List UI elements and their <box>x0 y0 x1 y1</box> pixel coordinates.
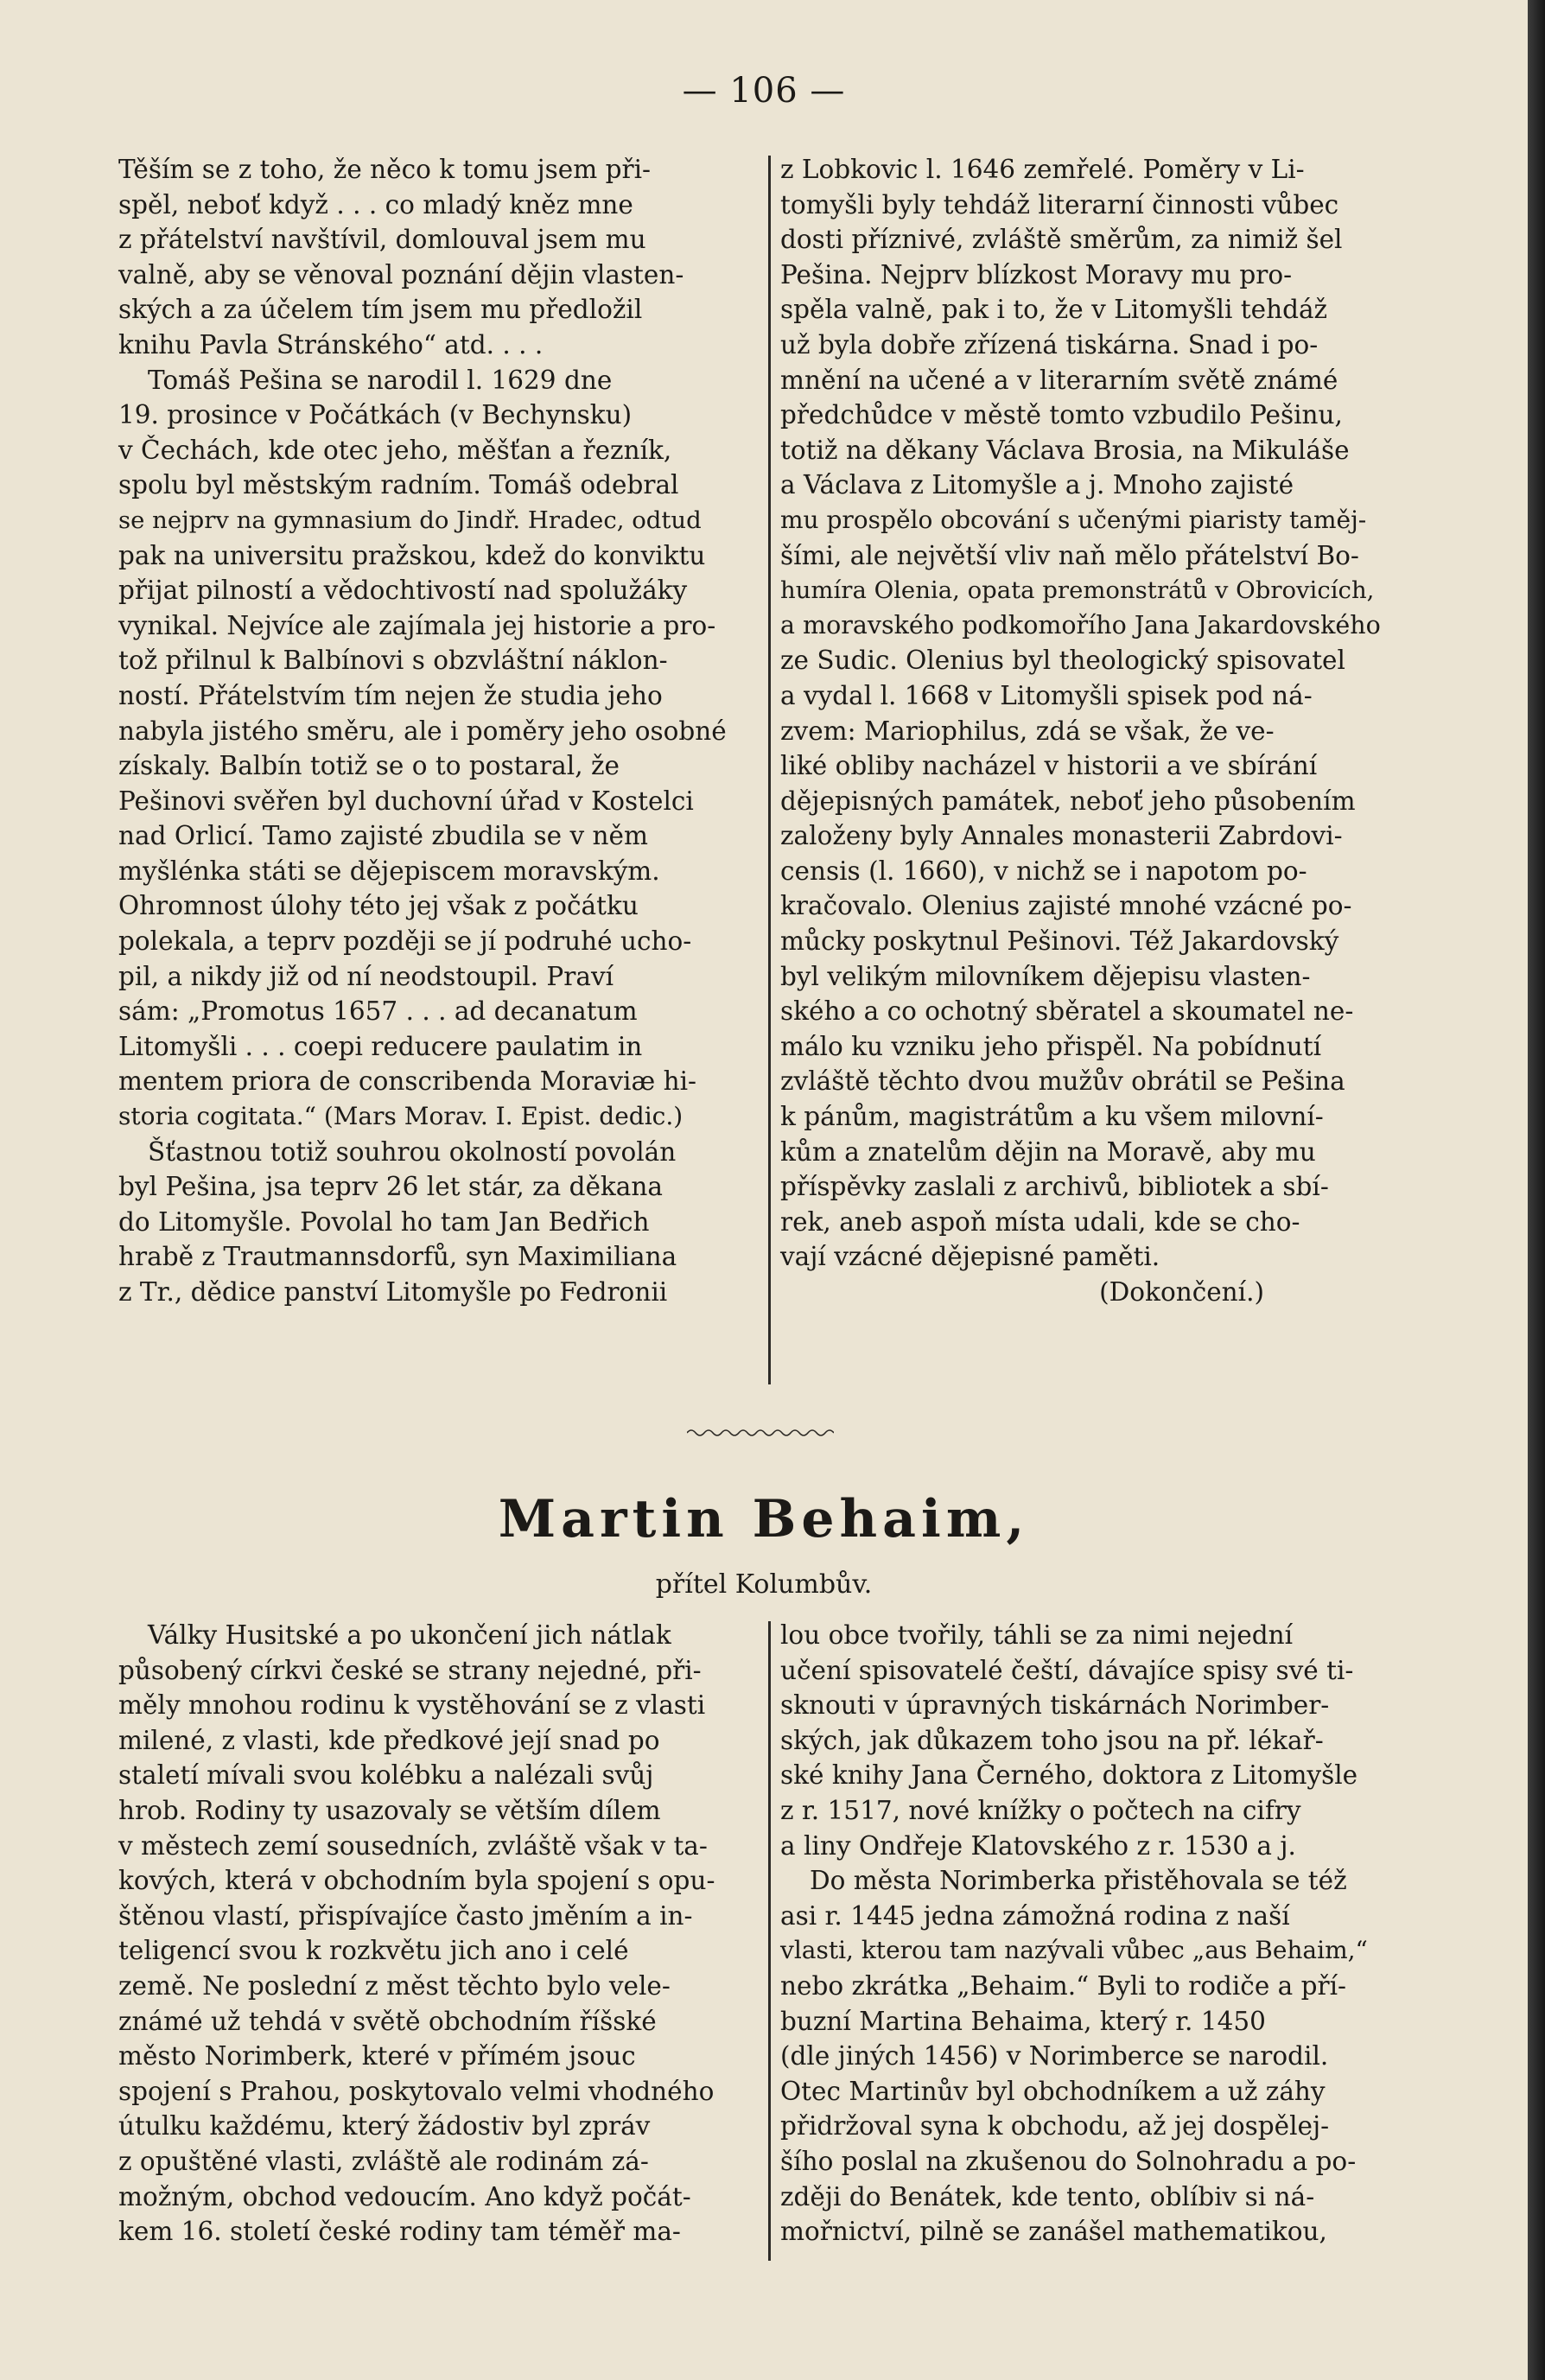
text-line: Otec Martinův byl obchodníkem a už záhy <box>780 2076 1326 2106</box>
text-line: do Litomyšle. Povolal ho tam Jan Bedřich <box>118 1206 650 1237</box>
continuation-note: (Dokončení.) <box>1099 1277 1264 1307</box>
text-line: mu prospělo obcování s učenými piaristy taměj- <box>780 505 1367 534</box>
text-line: můcky poskytnul Pešinovi. Též Jakardovský <box>780 926 1339 957</box>
text-line: a moravského podkomořího Jana Jakardovského <box>780 610 1381 640</box>
text-line: Do města Norimberka přistěhovala se též <box>810 1866 1347 1896</box>
text-line: zvláště těchto dvou mužův obrátil se Pešina <box>780 1066 1345 1097</box>
text-line: spolu byl městským radním. Tomáš odebral <box>118 470 679 500</box>
text-line: získaly. Balbín totiž se o to postaral, že <box>118 751 620 781</box>
text-line: předchůdce v městě tomto vzbudilo Pešinu, <box>780 400 1343 430</box>
text-line: polekala, a teprv později se jí podruhé ucho- <box>118 926 692 957</box>
text-line: nad Orlicí. Tamo zajisté zbudila se v něm <box>118 821 648 851</box>
text-line: učení spisovatelé čeští, dávajíce spisy své ti- <box>780 1655 1354 1685</box>
text-line: Litomyšli . . . coepi reducere paulatim in <box>118 1031 643 1061</box>
article2-left-column <box>118 1618 749 2250</box>
text-line: ností. Přátelstvím tím nejen že studia jeho <box>118 680 663 710</box>
text-line: kových, která v obchodním byla spojení s opu- <box>118 1866 715 1896</box>
text-line: knihu Pavla Stránského“ atd. . . . <box>118 329 544 360</box>
text-line: založeny byly Annales monasterii Zabrdovi- <box>780 821 1343 851</box>
text-line: štěnou vlastí, přispívajíce často jměním a in- <box>118 1900 693 1931</box>
text-line: Těším se z toho, že něco k tomu jsem při- <box>118 155 651 184</box>
text-line: Ohromnost úlohy této jej však z počátku <box>118 891 639 921</box>
text-line: k pánům, magistrátům a ku všem milovní- <box>780 1102 1324 1132</box>
text-line: staletí mívali svou kolébku a nalézali svůj <box>118 1760 654 1791</box>
text-line: známé už tehdá v světě obchodním říšské <box>118 2006 657 2036</box>
text-line: dějepisných památek, neboť jeho působením <box>780 786 1356 816</box>
text-line: censis (l. 1660), v nichž se i napotom po- <box>780 856 1307 886</box>
article1-right-column <box>780 152 1411 1310</box>
text-line: z přátelství navštívil, domlouval jsem mu <box>118 225 646 255</box>
text-line: a liny Ondřeje Klatovského z r. 1530 a j. <box>780 1830 1296 1861</box>
text-line: přidržoval syna k obchodu, až jej dospělej- <box>780 2111 1330 2141</box>
text-line: storia cogitata.“ (Mars Morav. I. Epist. dedic.) <box>118 1102 683 1131</box>
text-line: ských, jak důkazem toho jsou na př. lékař- <box>780 1725 1324 1755</box>
text-line: byl Pešina, jsa teprv 26 let stár, za děkana <box>118 1172 663 1202</box>
text-line: a Václava z Litomyšle a j. Mnoho zajisté <box>780 470 1294 500</box>
text-line: Tomáš Pešina se narodil l. 1629 dne <box>148 365 613 395</box>
text-line: málo ku vzniku jeho přispěl. Na pobídnutí <box>780 1031 1322 1061</box>
text-line: spěla valně, pak i to, že v Litomyšli tehdáž <box>780 295 1328 325</box>
text-line: humíra Olenia, opata premonstrátů v Obrovicích, <box>780 576 1375 605</box>
text-line: Pešina. Nejprv blízkost Moravy mu pro- <box>780 259 1293 290</box>
text-line: pak na universitu pražskou, kdež do konviktu <box>118 540 706 570</box>
text-line: buzní Martina Behaima, který r. 1450 <box>780 2006 1266 2036</box>
text-line: Války Husitské a po ukončení jich nátlak <box>148 1620 671 1650</box>
text-line: Šťastnou totiž souhrou okolností povolán <box>148 1136 677 1167</box>
text-line: šími, ale největší vliv naň mělo přátelství Bo- <box>780 540 1359 570</box>
article-subtitle: přítel Kolumbův. <box>655 1569 873 1600</box>
text-line: ze Sudic. Olenius byl theologický spisovatel <box>780 646 1345 676</box>
text-line: z Tr., dědice panství Litomyšle po Fedronii <box>118 1277 668 1307</box>
article1-left-column <box>118 152 749 1310</box>
text-line: spěl, neboť když . . . co mladý kněz mne <box>118 189 633 220</box>
text-line: pil, a nikdy již od ní neodstoupil. Praví <box>118 961 614 991</box>
text-line: kem 16. století české rodiny tam téměř ma- <box>118 2217 681 2247</box>
text-line: vynikal. Nejvíce ale zajímala jej historie a pro- <box>118 610 716 640</box>
text-line: mořnictví, pilně se zanášel mathematikou, <box>780 2217 1327 2247</box>
text-line: lou obce tvořily, táhli se za nimi nejední <box>780 1620 1294 1650</box>
text-line: tož přilnul k Balbínovi s obzvláštní náklon- <box>118 646 668 676</box>
text-line: se nejprv na gymnasium do Jindř. Hradec, odtud <box>118 506 702 534</box>
text-line: totiž na děkany Václava Brosia, na Mikuláše <box>780 435 1350 465</box>
text-line: kračovalo. Olenius zajisté mnohé vzácné po- <box>780 891 1352 921</box>
text-line: z r. 1517, nové knížky o počtech na cifry <box>780 1795 1301 1825</box>
text-line: v Čechách, kde otec jeho, měšťan a řezník, <box>118 435 672 465</box>
text-line: ského a co ochotný sběratel a skoumatel ne- <box>780 996 1354 1027</box>
text-line: přijat pilností a vědochtivostí nad spolužáky <box>118 576 688 606</box>
text-line: útulku každému, který žádostiv byl zpráv <box>118 2111 651 2141</box>
text-line: zvem: Mariophilus, zdá se však, že ve- <box>780 716 1275 746</box>
article2-right-column <box>780 1618 1411 2250</box>
text-line: ských a za účelem tím jsem mu předložil <box>118 295 643 325</box>
text-line: v městech zemí sousedních, zvláště však v ta- <box>118 1830 708 1861</box>
text-line: vlasti, kterou tam nazývali vůbec „aus Behaim,“ <box>780 1936 1368 1965</box>
text-line: Pešinovi svěřen byl duchovní úřad v Kostelci <box>118 786 694 816</box>
text-line: sknouti v úpravných tiskárnách Norimber- <box>780 1690 1330 1721</box>
text-line: mnění na učené a v literarním světě známé <box>780 365 1338 395</box>
article-title: Martin Behaim, <box>498 1489 1030 1550</box>
text-line: myšlénka státi se dějepiscem moravským. <box>118 856 660 886</box>
text-line: rek, aneb aspoň místa udali, kde se cho- <box>780 1206 1300 1237</box>
text-line: nabyla jistého směru, ale i poměry jeho osobné <box>118 716 727 746</box>
text-line: hrob. Rodiny ty usazovaly se větším dílem <box>118 1795 661 1825</box>
text-line: možným, obchod vedoucím. Ano když počát- <box>118 2181 691 2211</box>
text-line: spojení s Prahou, poskytovalo velmi vhodného <box>118 2076 715 2106</box>
text-line: příspěvky zaslali z archivů, bibliotek a sbí- <box>780 1172 1329 1202</box>
column-divider <box>768 1621 771 2261</box>
text-line: tomyšli byly tehdáž literarní činnosti vůbec <box>780 189 1339 220</box>
text-line: vají vzácné dějepisné paměti. <box>780 1242 1160 1272</box>
page-edge-shadow <box>1528 0 1545 2380</box>
text-line: liké obliby nacházel v historii a ve sbírání <box>780 751 1318 781</box>
text-line: 19. prosince v Počátkách (v Bechynsku) <box>118 400 633 430</box>
text-line: město Norimberk, které v přímém jsouc <box>118 2041 636 2071</box>
text-line: valně, aby se věnoval poznání dějin vlasten- <box>118 259 684 290</box>
text-line: a vydal l. 1668 v Litomyšli spisek pod ná- <box>780 680 1313 710</box>
text-line: mentem priora de conscribenda Moraviæ hi- <box>118 1066 696 1097</box>
text-line: země. Ne poslední z měst těchto bylo vele- <box>118 1970 671 2001</box>
ornamental-rule <box>687 1428 834 1438</box>
text-line: ské knihy Jana Černého, doktora z Litomyšle <box>780 1760 1358 1791</box>
text-line: kům a znatelům dějin na Moravě, aby mu <box>780 1136 1316 1167</box>
text-line: milené, z vlasti, kde předkové její snad po <box>118 1725 660 1755</box>
text-line: z Lobkovic l. 1646 zemřelé. Poměry v Li- <box>780 155 1305 184</box>
page-number: — 106 — <box>682 71 846 111</box>
text-line: nebo zkrátka „Behaim.“ Byli to rodiče a pří- <box>780 1970 1347 2001</box>
text-line: byl velikým milovníkem dějepisu vlasten- <box>780 961 1311 991</box>
text-line: asi r. 1445 jedna zámožná rodina z naší <box>780 1900 1290 1931</box>
column-divider <box>768 156 771 1384</box>
text-line: působený církvi české se strany nejedné, při- <box>118 1655 702 1685</box>
text-line: sám: „Promotus 1657 . . . ad decanatum <box>118 996 638 1027</box>
text-line: hrabě z Trautmannsdorfů, syn Maximiliana <box>118 1242 677 1272</box>
text-line: zději do Benátek, kde tento, oblíbiv si ná- <box>780 2181 1315 2211</box>
text-line: teligencí svou k rozkvětu jich ano i celé <box>118 1936 629 1966</box>
text-line: (dle jiných 1456) v Norimberce se narodil. <box>780 2041 1329 2071</box>
text-line: měly mnohou rodinu k vystěhování se z vlasti <box>118 1690 706 1721</box>
text-line: šího poslal na zkušenou do Solnohradu a po- <box>780 2146 1357 2176</box>
text-line: z opuštěné vlasti, zvláště ale rodinám zá- <box>118 2146 649 2176</box>
text-line: dosti příznivé, zvláště směrům, za nimiž šel <box>780 225 1343 255</box>
text-line: už byla dobře zřízená tiskárna. Snad i po- <box>780 329 1319 360</box>
